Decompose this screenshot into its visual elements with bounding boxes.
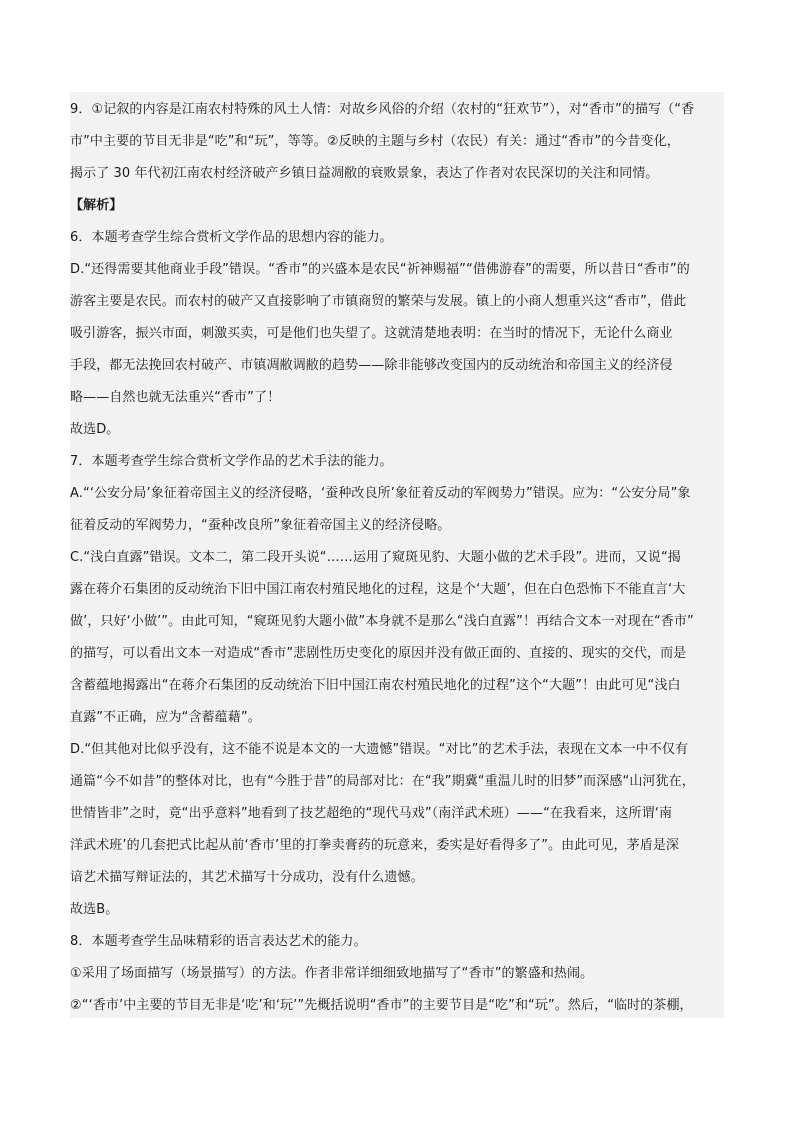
q8-point-2: ②“‘香市’中主要的节目无非是‘吃’和‘玩’”先概括说明“香市”的主要节目是“吃”和“玩”。然后，“临时的茶棚， [70,998,693,1013]
q7-d-line-2: 通篇“今不如昔”的整体对比，也有“今胜于昔”的局部对比：在“我”期冀“重温儿时的旧梦”而深感“山河犹在， [70,774,695,789]
q6-answer: 故选D。 [70,422,120,437]
q7-c-line-2: 露在蒋介石集团的反动统治下旧中国江南农村殖民地化的过程，这是个‘大题’，但在白色恐怖下不能直言‘大 [70,582,686,597]
q6-d-line-2: 游客主要是农民。而农村的破产又直接影响了市镇商贸的繁荣与发展。镇上的小商人想重兴这“香市”，借此 [70,294,687,309]
q6-d-line-4: 手段，都无法挽回农村破产、市镇凋敝调敝的趋势——除非能够改变国内的反动统治和帝国主义的经济侵 [70,358,673,373]
q8-intro: 8．本题考查学生品味精彩的语言表达艺术的能力。 [70,934,367,949]
q7-d-line-3: 世情皆非”之时，竟“出乎意料”地看到了技艺超绝的“现代马戏”（南洋武术班）——“在我看来，这所谓‘南 [70,806,673,821]
q7-c-line-5: 含蓄蕴地揭露出“在蒋介石集团的反动统治下旧中国江南农村殖民地化的过程”这个“大题”！由此可见“浅白 [70,678,681,693]
q8-point-1: ①采用了场面描写（场景描写）的方法。作者非常详细细致地描写了“香市”的繁盛和热闹。 [70,966,594,981]
q7-c-line-4: 的描写，可以看出文本一对造成“香市”悲剧性历史变化的原因并没有做正面的、直接的、现实的交代，而是 [70,646,687,661]
q7-a-line-1: A.“‘公安分局’象征着帝国主义的经济侵略，‘蚕种改良所’象征着反动的军阀势力”错误。应为：“公安分局”象 [70,486,691,501]
q6-intro: 6．本题考查学生综合赏析文学作品的思想内容的能力。 [70,230,393,245]
answer-9-line-2: 市”中主要的节目无非是“吃”和“玩”，等等。②反映的主题与乡村（农民）有关：通过“香市”的今昔变化， [70,134,680,149]
document-page [70,92,724,1018]
q7-d-line-5: 谙艺术描写辩证法的，其艺术描写十分成功，没有什么遗憾。 [70,870,424,885]
q7-c-line-6: 直露”不正确，应为“含蓄蕴藉”。 [70,710,261,725]
analysis-heading: 【解析】 [70,198,123,213]
q7-d-line-4: 洋武术班’的几套把式比起从前‘香市’里的打拳卖膏药的玩意来，委实是好看得多了”。由此可见，茅盾是深 [70,838,680,853]
q7-c-line-3: 做’，只好‘小做’”。由此可知，“窥斑见豹大题小做”本身就不是那么“浅白直露”！再结合文本一对现在“香市” [70,614,694,629]
q6-d-line-3: 吸引游客，振兴市面，刺激买卖，可是他们也失望了。这就清楚地表明：在当时的情况下，无论什么商业 [70,326,673,341]
q7-c-line-1: C.“浅白直露”错误。文本二，第二段开头说“……运用了窥斑见豹、大题小做的艺术手段”。进而，又说“揭 [70,550,681,565]
q7-intro: 7．本题考查学生综合赏析文学作品的艺术手法的能力。 [70,454,393,469]
q7-answer: 故选B。 [70,902,119,917]
q7-a-line-2: 征着反动的军阀势力，“蚕种改良所”象征着帝国主义的经济侵略。 [70,518,451,533]
q6-d-line-1: D.“还得需要其他商业手段”错误。“香市”的兴盛本是农民“祈神赐福”“借佛游春”的需要，所以昔日“香市”的 [70,262,690,277]
q7-d-line-1: D.“但其他对比似乎没有，这不能不说是本文的一大遗憾”错误。“对比”的艺术手法，表现在文本一中不仅有 [70,742,689,757]
answer-9-line-1: 9．①记叙的内容是江南农村特殊的风土人情：对故乡风俗的介绍（农村的“狂欢节”），对“香市”的描写（“香 [70,102,695,117]
answer-9-line-3: 揭示了 30 年代初江南农村经济破产乡镇日益凋敝的衰败景象，表达了作者对农民深切的关注和同情。 [70,166,659,181]
q6-d-line-5: 略——自然也就无法重兴“香市”了！ [70,390,281,405]
